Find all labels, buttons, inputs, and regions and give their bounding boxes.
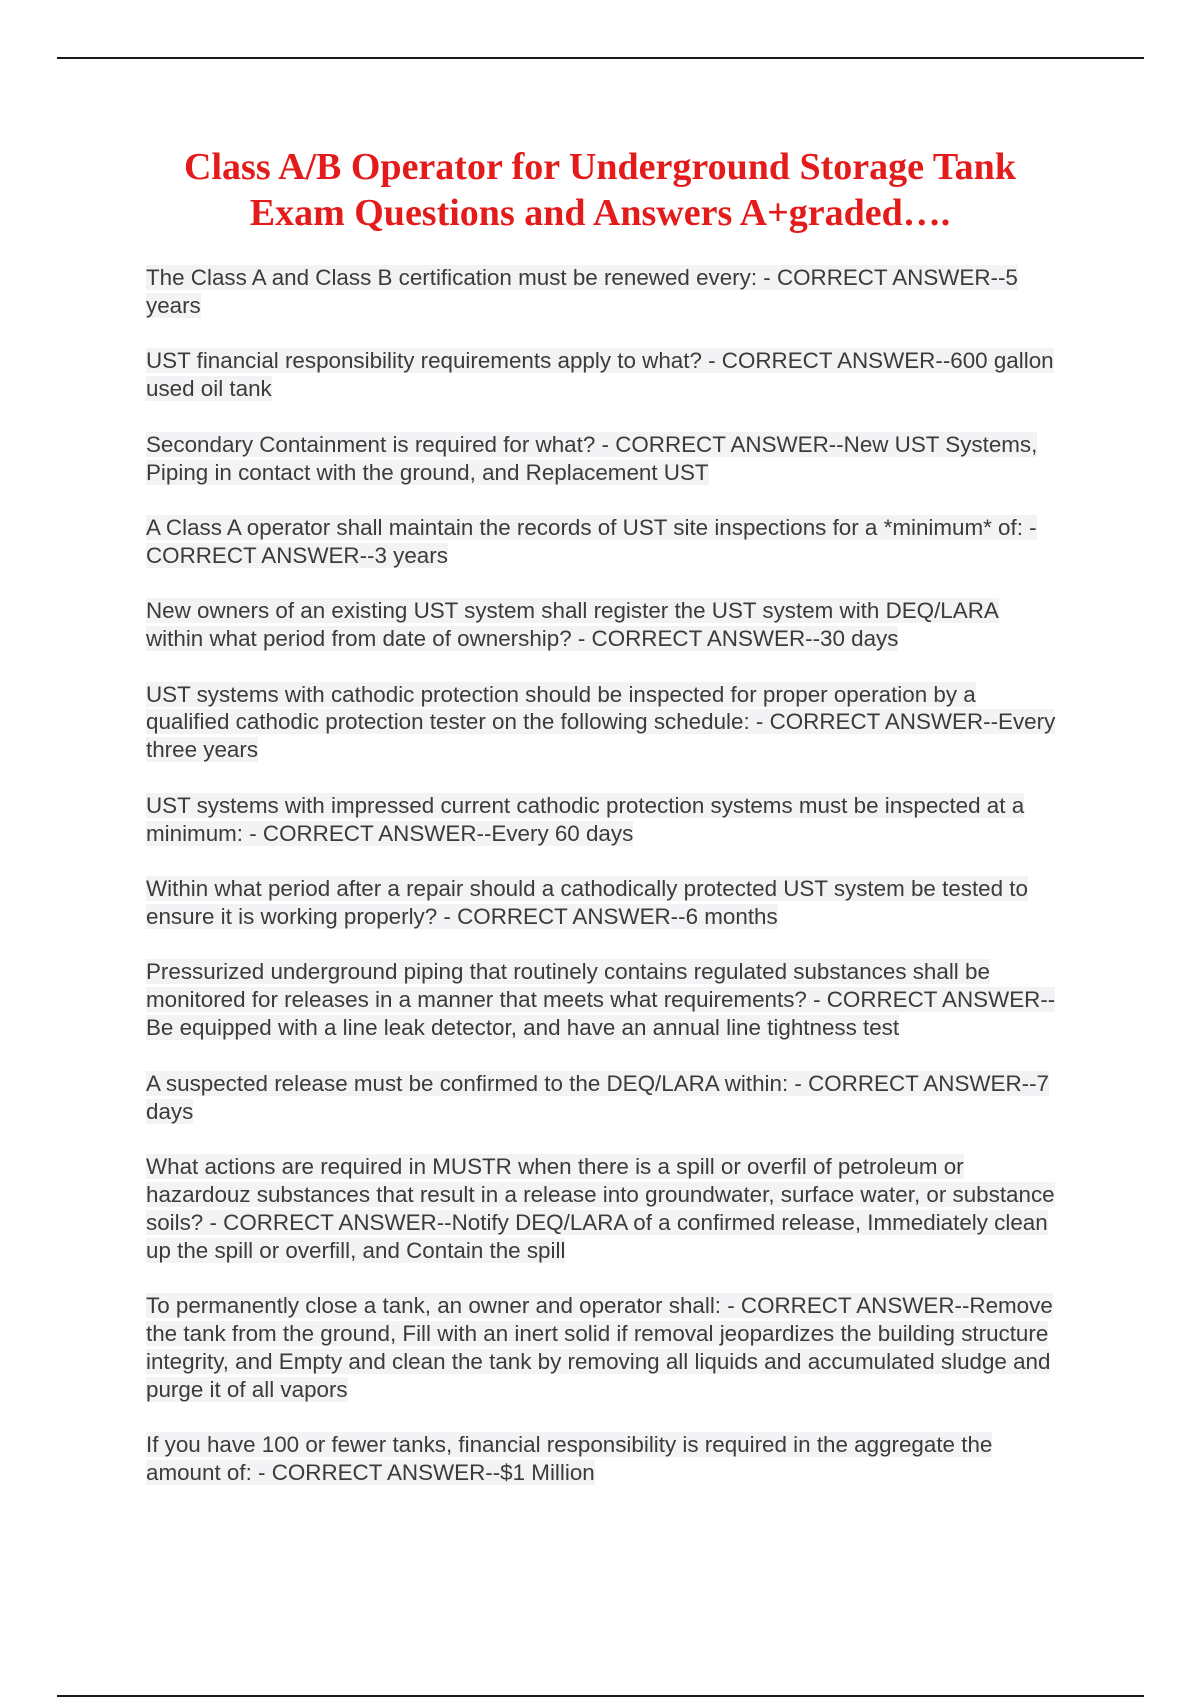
qa-item: The Class A and Class B certification must be renewed every: - CORRECT ANSWER--5 years (146, 265, 1018, 318)
qa-item: UST systems with impressed current cathodic protection systems must be inspected at a minimum: - CORRECT ANSWER--Every 60 days (146, 792, 1025, 846)
qa-item: New owners of an existing UST system shall register the UST system with DEQ/LARA within what period from date of ownership? - CORRECT ANSWER--30 days (146, 598, 999, 652)
qa-item: Within what period after a repair should a cathodically protected UST system be tested to ensure it is working properly? - CORRECT ANSWER--6 months (146, 876, 1028, 929)
qa-item: Secondary Containment is required for what? - CORRECT ANSWER--New UST Systems, Piping in contact with the ground, and Replacement UST (146, 431, 1038, 485)
qa-list (146, 264, 1060, 1515)
qa-item: A suspected release must be confirmed to the DEQ/LARA within: - CORRECT ANSWER--7 days (146, 1070, 1050, 1124)
title-line-1: Class A/B Operator for Underground Storage Tank (184, 146, 1016, 188)
qa-item: To permanently close a tank, an owner and operator shall: - CORRECT ANSWER--Remove the tank from the ground, Fill with an inert solid if removal jeopardizes the building structure integrity, and Empty and clean the tank by removing all liquids and accumulated sludge and purge it of all vapors (146, 1293, 1053, 1402)
qa-item: UST systems with cathodic protection should be inspected for proper operation by a qualified cathodic protection tester on the following schedule: - CORRECT ANSWER--Every three years (146, 681, 1056, 763)
qa-item: If you have 100 or fewer tanks, financial responsibility is required in the aggregate the amount of: - CORRECT ANSWER--$1 Million (146, 1432, 993, 1486)
qa-item: UST financial responsibility requirements apply to what? - CORRECT ANSWER--600 gallon used oil tank (146, 348, 1054, 402)
qa-item: What actions are required in MUSTR when there is a spill or overfil of petroleum or hazardouz substances that result in a release into groundwater, surface water, or substance soils? - CORRECT ANSWER--Notify DEQ/LARA of a confirmed release, Immediately clean up the spill or overfill, and Contain the spill (146, 1153, 1055, 1263)
qa-item: A Class A operator shall maintain the records of UST site inspections for a *minimum* of: - CORRECT ANSWER--3 years (146, 514, 1037, 568)
qa-item: Pressurized underground piping that routinely contains regulated substances shall be monitored for releases in a manner that meets what requirements? - CORRECT ANSWER--Be equipped with a line leak detector, and have an annual line tightness test (146, 959, 1056, 1041)
bottom-rule (57, 1695, 1144, 1697)
title-line-2: Exam Questions and Answers A+graded…. (249, 192, 951, 234)
document-title (100, 144, 1100, 236)
top-rule (57, 57, 1144, 59)
